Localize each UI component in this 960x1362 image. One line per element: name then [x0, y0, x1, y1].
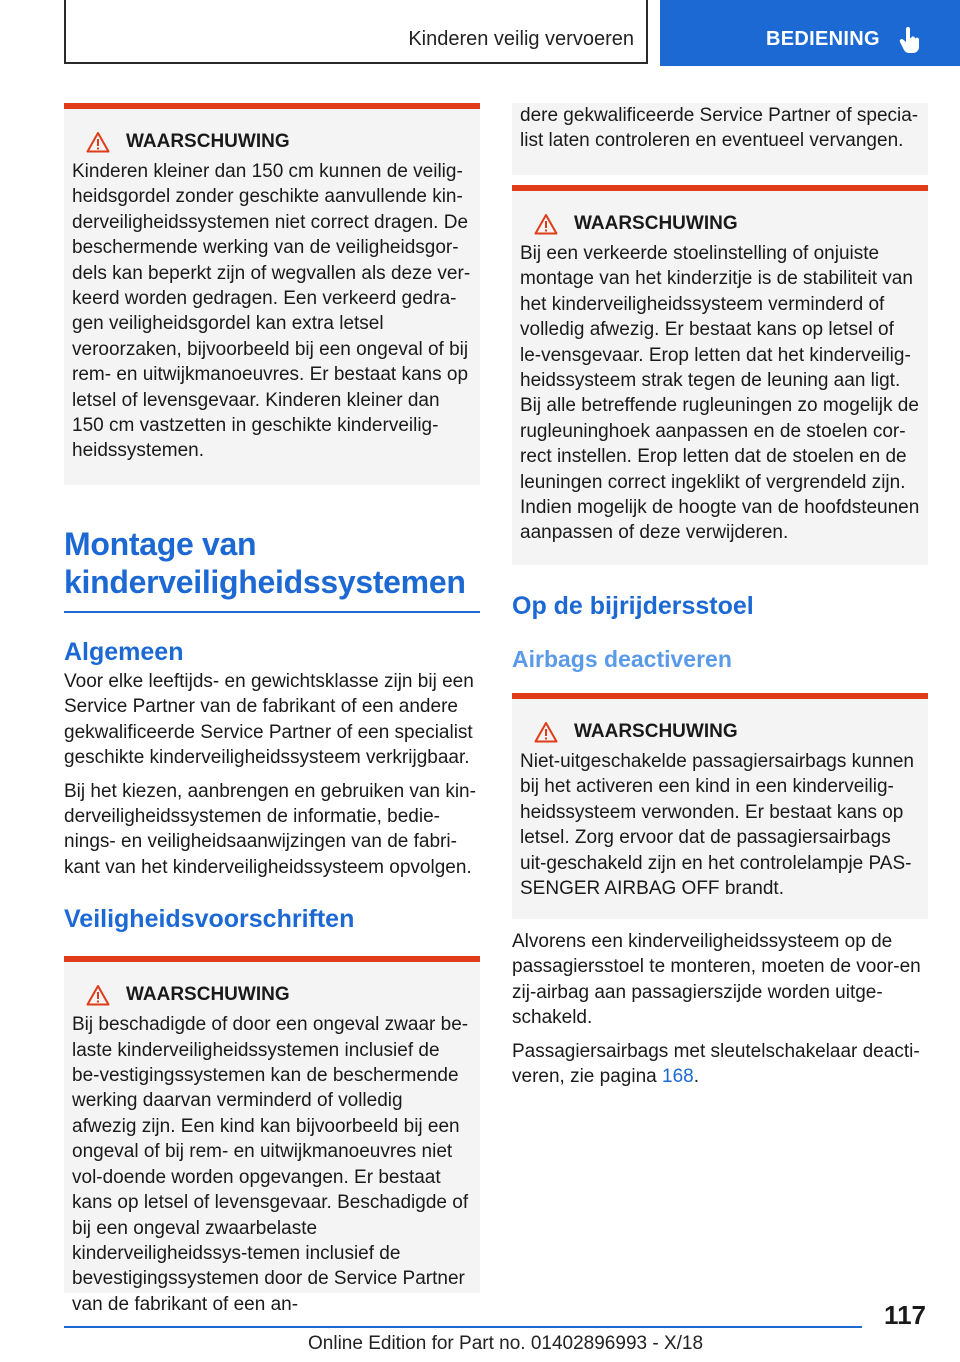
- tab-bediening[interactable]: [660, 0, 960, 66]
- left-column: [64, 103, 480, 1315]
- warning-box: [64, 956, 480, 1315]
- main-heading-line2: kinderveiligheidssystemen: [64, 564, 466, 600]
- tab-bediening-label: BEDIENING: [766, 28, 880, 50]
- warning-triangle-icon: [86, 131, 110, 153]
- paragraph: Voor elke leeftijds- en gewichtsklasse zijn bij een Service Partner van de fabrikant of een andere gekwalificeerde Service Partner of een specialist geschikte kinderveiligheidssysteem verkrijgbaar.: [64, 671, 474, 769]
- page-number: 117: [884, 1300, 926, 1330]
- warning-text: Niet-uitgeschakelde passagiersairbags kunnen bij het activeren een kind in een kinderveilig-heidssysteem verwonden. Er bestaat kans op letsel. Zorg ervoor dat de passagiersairbags uit-geschakeld zijn en het controlelampje PAS-SENGER AIRBAG OFF brandt.: [520, 751, 914, 900]
- warning-title: WAARSCHUWING: [126, 131, 290, 152]
- paragraph-text: Passagiersairbags met sleutelschakelaar deacti-veren, zie pagina: [512, 1040, 920, 1088]
- warning-box: [512, 185, 928, 565]
- warning-title: WAARSCHUWING: [574, 213, 738, 234]
- warning-triangle-icon: [86, 984, 110, 1006]
- heading-airbags-deactiveren: Airbags deactiveren: [512, 646, 732, 672]
- footer-edition: Online Edition for Part no. 01402896993 - X/18: [308, 1333, 704, 1354]
- heading-algemeen: Algemeen: [64, 638, 184, 666]
- warning-box-continued: [512, 103, 928, 175]
- paragraph-text-end: .: [693, 1066, 699, 1088]
- paragraph: Bij het kiezen, aanbrengen en gebruiken van kin-derveiligheidssystemen de informatie, bedie-nings- en veiligheidsaanwijzingen van de fabri-kant van het kinderveiligheidssysteem opvolgen.: [64, 780, 476, 878]
- paragraph: Alvorens een kinderveiligheidssysteem op de passagiersstoel te monteren, moeten de voor-en zij-airbag aan passagierszijde worden uitge-schakeld.: [512, 931, 921, 1029]
- main-heading-line1: Montage van: [64, 526, 257, 562]
- warning-text: Bij beschadigde of door een ongeval zwaar be-laste kinderveiligheidssystemen inclusief de be-vestigingssystemen kan de beschermende werking daarvan verminderd of volledig afwezig zijn. Een kind kan bijvoorbeeld bij een ongeval of bij rem- en uitwijkmanoeuvres niet vol-doende worden opgevangen. Er bestaat kans op letsel of levensgevaar. Beschadigde of bij een ongeval zwaarbelaste kinderveiligheidssys-temen inclusief de bevestigingssystemen door de Service Partner van de fabrikant of een an-: [72, 1014, 469, 1315]
- paragraph: [512, 1039, 928, 1090]
- warning-heading: [534, 213, 920, 235]
- warning-box: [64, 103, 480, 485]
- warning-title: WAARSCHUWING: [574, 721, 738, 742]
- warning-text: Bij een verkeerde stoelinstelling of onjuiste montage van het kinderzitje is de stabiliteit van het kinderveiligheidssysteem verminderd of volledig afwezig. Er bestaat kans op letsel of le-vensgevaar. Erop letten dat het kinderveilig-heidssysteem strak tegen de leuning aan ligt. Bij alle betreffende rugleuningen zo mogelijk de rugleuninghoek aanpassen en de stoelen cor-rect instellen. Erop letten dat de stoelen en de leuningen correct ingeklikt of vergrendeld zijn. Indien mogelijk de hoogte van de hoofdsteunen aanpassen of deze verwijderen.: [520, 243, 920, 544]
- warning-text: Kinderen kleiner dan 150 cm kunnen de veilig-heidsgordel zonder geschikte aanvullende kin-derveiligheidssystemen niet correct dragen. De beschermende werking van de veiligheidsgor-dels kan beperkt zijn of wegvallen als deze ver-keerd worden gedragen. Een verkeerd gedra-gen veiligheidsgordel kan extra letsel veroorzaken, bijvoorbeeld bij een ongeval of bij rem- en uitwijkmanoeuvres. Er bestaat kans op letsel of levensgevaar. Kinderen kleiner dan 150 cm vastzetten in geschikte kinderveilig-heidssystemen.: [72, 161, 471, 462]
- right-column: [512, 103, 928, 1089]
- warning-heading: [534, 721, 920, 743]
- footer-divider: [64, 1326, 862, 1328]
- warning-heading: [86, 131, 472, 153]
- warning-triangle-icon: [534, 213, 558, 235]
- hand-pointer-icon: [896, 26, 924, 54]
- page-reference-link[interactable]: 168: [662, 1066, 694, 1088]
- warning-heading: [86, 984, 472, 1006]
- heading-veiligheidsvoorschriften: Veiligheidsvoorschriften: [64, 905, 355, 934]
- warning-box: [512, 693, 928, 919]
- main-heading: [64, 525, 480, 613]
- section-title: Kinderen veilig vervoeren: [408, 28, 634, 50]
- header-frame: [64, 0, 648, 64]
- warning-text: dere gekwalificeerde Service Partner of specia-list laten controleren en eventueel vervangen.: [520, 105, 919, 152]
- warning-triangle-icon: [534, 721, 558, 743]
- warning-title: WAARSCHUWING: [126, 984, 290, 1006]
- heading-bijrijdersstoel: Op de bijrijdersstoel: [512, 592, 754, 620]
